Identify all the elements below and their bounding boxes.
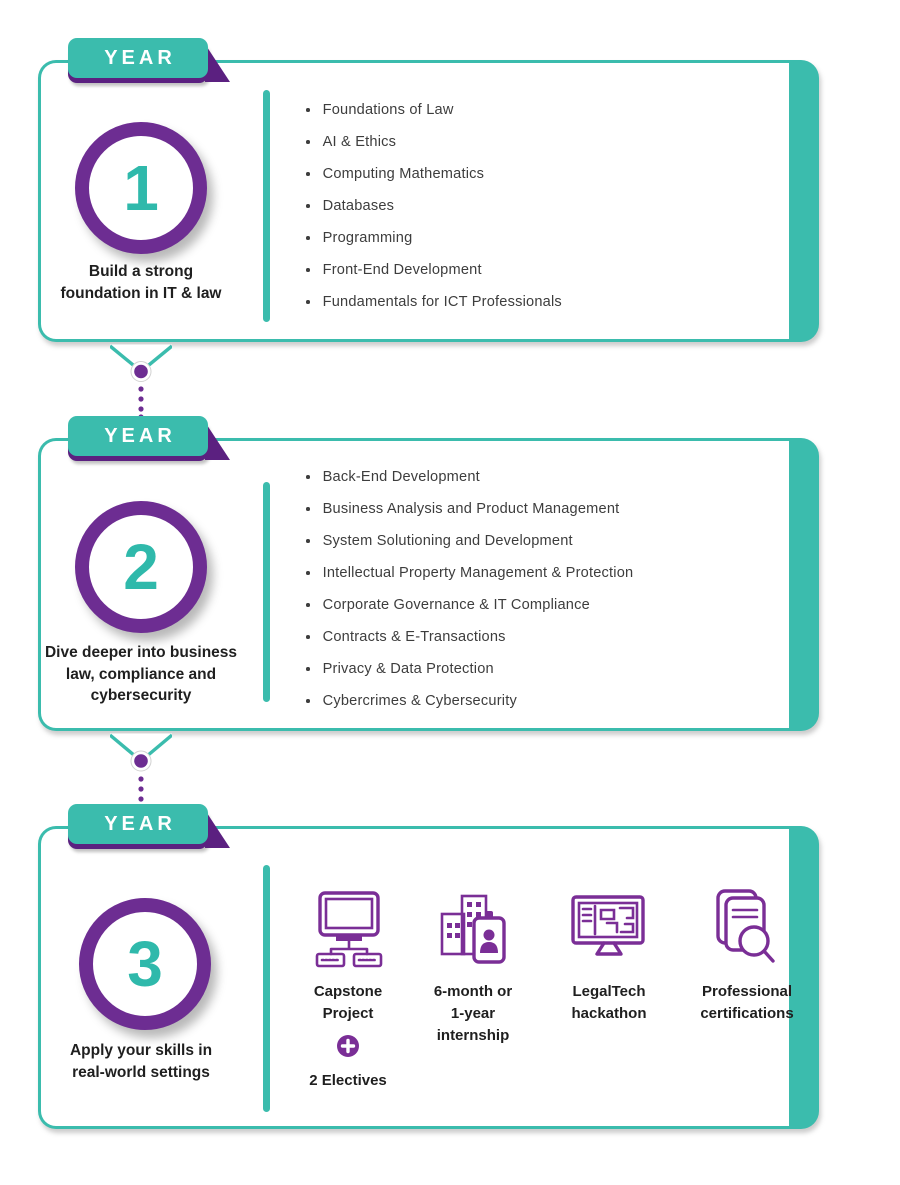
year-3-caption (31, 1040, 251, 1083)
caption-line: foundation in IT & law (60, 284, 222, 302)
course-item: Programming (306, 222, 562, 254)
course-item: Business Analysis and Product Management (306, 493, 633, 525)
ribbon-fold-icon (205, 44, 230, 82)
year-3-divider (263, 865, 270, 1112)
course-item: Foundations of Law (306, 94, 562, 126)
year-1-tab-label: YEAR (68, 38, 208, 78)
caption-line: law, compliance and (65, 665, 217, 683)
activity-hackathon (549, 886, 669, 1025)
connector-year2-year3 (110, 733, 172, 811)
course-item: Computing Mathematics (306, 158, 562, 190)
caption-line: cybersecurity (90, 687, 192, 704)
activity-capstone (288, 886, 408, 1089)
monitor-floorplan-icon (570, 886, 648, 968)
plus-icon (336, 1034, 360, 1063)
ribbon-fold-icon (205, 422, 230, 460)
year-1-number: 1 (123, 152, 159, 224)
course-item: AI & Ethics (306, 126, 562, 158)
year-2-number-badge (75, 501, 207, 633)
course-item: Back-End Development (306, 461, 633, 493)
year-2-tab-label: YEAR (68, 416, 208, 456)
buildings-badge-icon (434, 886, 512, 968)
year-1-course-list (306, 94, 562, 318)
year-2-course-list (306, 461, 633, 717)
activity-internship (413, 886, 533, 1047)
year-1-panel (38, 46, 819, 342)
course-item: Contracts & E-Transactions (306, 621, 633, 653)
activity-label: LegalTech hackathon (571, 983, 647, 1022)
course-item: Fundamentals for ICT Professionals (306, 286, 562, 318)
dotted-line (138, 776, 143, 801)
computer-network-icon (310, 886, 386, 968)
course-item: System Solutioning and Development (306, 525, 633, 557)
year-1-tab (68, 38, 208, 78)
course-item: Corporate Governance & IT Compliance (306, 589, 633, 621)
caption-line: real-world settings (72, 1063, 210, 1081)
year-2-divider (263, 482, 270, 702)
documents-magnifier-icon (710, 886, 784, 968)
year-1-number-badge (75, 122, 207, 254)
year-3-number: 3 (127, 928, 163, 1000)
year-3-tab (68, 804, 208, 844)
year-2-caption (31, 642, 251, 707)
year-2-tab (68, 416, 208, 456)
dotted-line (138, 386, 143, 419)
year-3-panel (38, 812, 819, 1129)
year-3-tab-label: YEAR (68, 804, 208, 844)
activity-certifications (687, 886, 807, 1025)
year-2-panel (38, 424, 819, 731)
course-item: Front-End Development (306, 254, 562, 286)
activity-label: 6-month or 1-year internship (433, 983, 513, 1044)
year-2-number: 2 (123, 531, 159, 603)
ribbon-fold-icon (205, 810, 230, 848)
course-item: Intellectual Property Management & Protection (306, 557, 633, 589)
caption-line: Build a strong (88, 263, 194, 280)
caption-line: Apply your skills in (69, 1042, 213, 1059)
activity-label: Capstone Project (313, 983, 383, 1022)
activity-label: Professional certifications (700, 983, 794, 1022)
connector-year1-year2 (110, 344, 172, 422)
course-item: Cybercrimes & Cybersecurity (306, 685, 633, 717)
year-1-caption (31, 261, 251, 304)
year-1-divider (263, 90, 270, 322)
course-item: Privacy & Data Protection (306, 653, 633, 685)
year-3-number-badge (79, 898, 211, 1030)
caption-line: Dive deeper into business (44, 644, 238, 661)
electives-label: 2 Electives (309, 1072, 387, 1089)
course-item: Databases (306, 190, 562, 222)
